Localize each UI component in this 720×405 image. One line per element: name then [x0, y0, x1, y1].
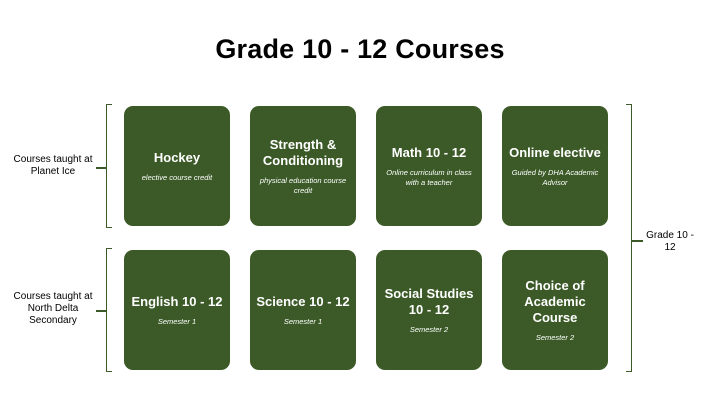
course-card-social-studies	[376, 250, 482, 370]
card-title: Strength & Conditioning	[262, 136, 344, 168]
course-card-science	[250, 250, 356, 370]
card-title: Online elective	[509, 144, 601, 160]
card-title: English 10 - 12	[131, 293, 223, 309]
course-card-online-elective	[502, 106, 608, 226]
grade-connector	[631, 240, 643, 242]
card-subtitle: Semester 2	[409, 324, 449, 334]
card-title: Science 10 - 12	[256, 293, 350, 309]
row-1-bracket	[106, 104, 112, 228]
page-title: Grade 10 - 12 Courses	[215, 34, 505, 64]
row-label-north-delta: Courses taught at North Delta Secondary	[13, 291, 93, 326]
row-1-connector	[96, 167, 106, 169]
row-2-connector	[96, 310, 106, 312]
card-title: Hockey	[153, 149, 201, 165]
course-card-hockey	[124, 106, 230, 226]
card-title: Math 10 - 12	[391, 144, 467, 160]
row-label-planet-ice: Courses taught at Planet Ice	[13, 154, 93, 177]
card-subtitle: Semester 2	[535, 332, 575, 342]
course-card-english	[124, 250, 230, 370]
card-subtitle: Online curriculum in class with a teacher	[386, 167, 472, 187]
course-card-math	[376, 106, 482, 226]
course-card-choice-academic	[502, 250, 608, 370]
card-title: Social Studies 10 - 12	[384, 285, 474, 317]
grade-label: Grade 10 - 12	[646, 230, 694, 253]
card-subtitle: physical education course credit	[259, 175, 347, 195]
grade-bracket	[626, 104, 632, 372]
card-subtitle: Guided by DHA Academic Advisor	[511, 167, 599, 187]
course-card-strength-conditioning	[250, 106, 356, 226]
card-subtitle: elective course credit	[141, 172, 213, 182]
row-2-bracket	[106, 248, 112, 372]
card-subtitle: Semester 1	[283, 316, 323, 326]
card-title: Choice of Academic Course	[524, 277, 586, 325]
card-subtitle: Semester 1	[157, 316, 197, 326]
